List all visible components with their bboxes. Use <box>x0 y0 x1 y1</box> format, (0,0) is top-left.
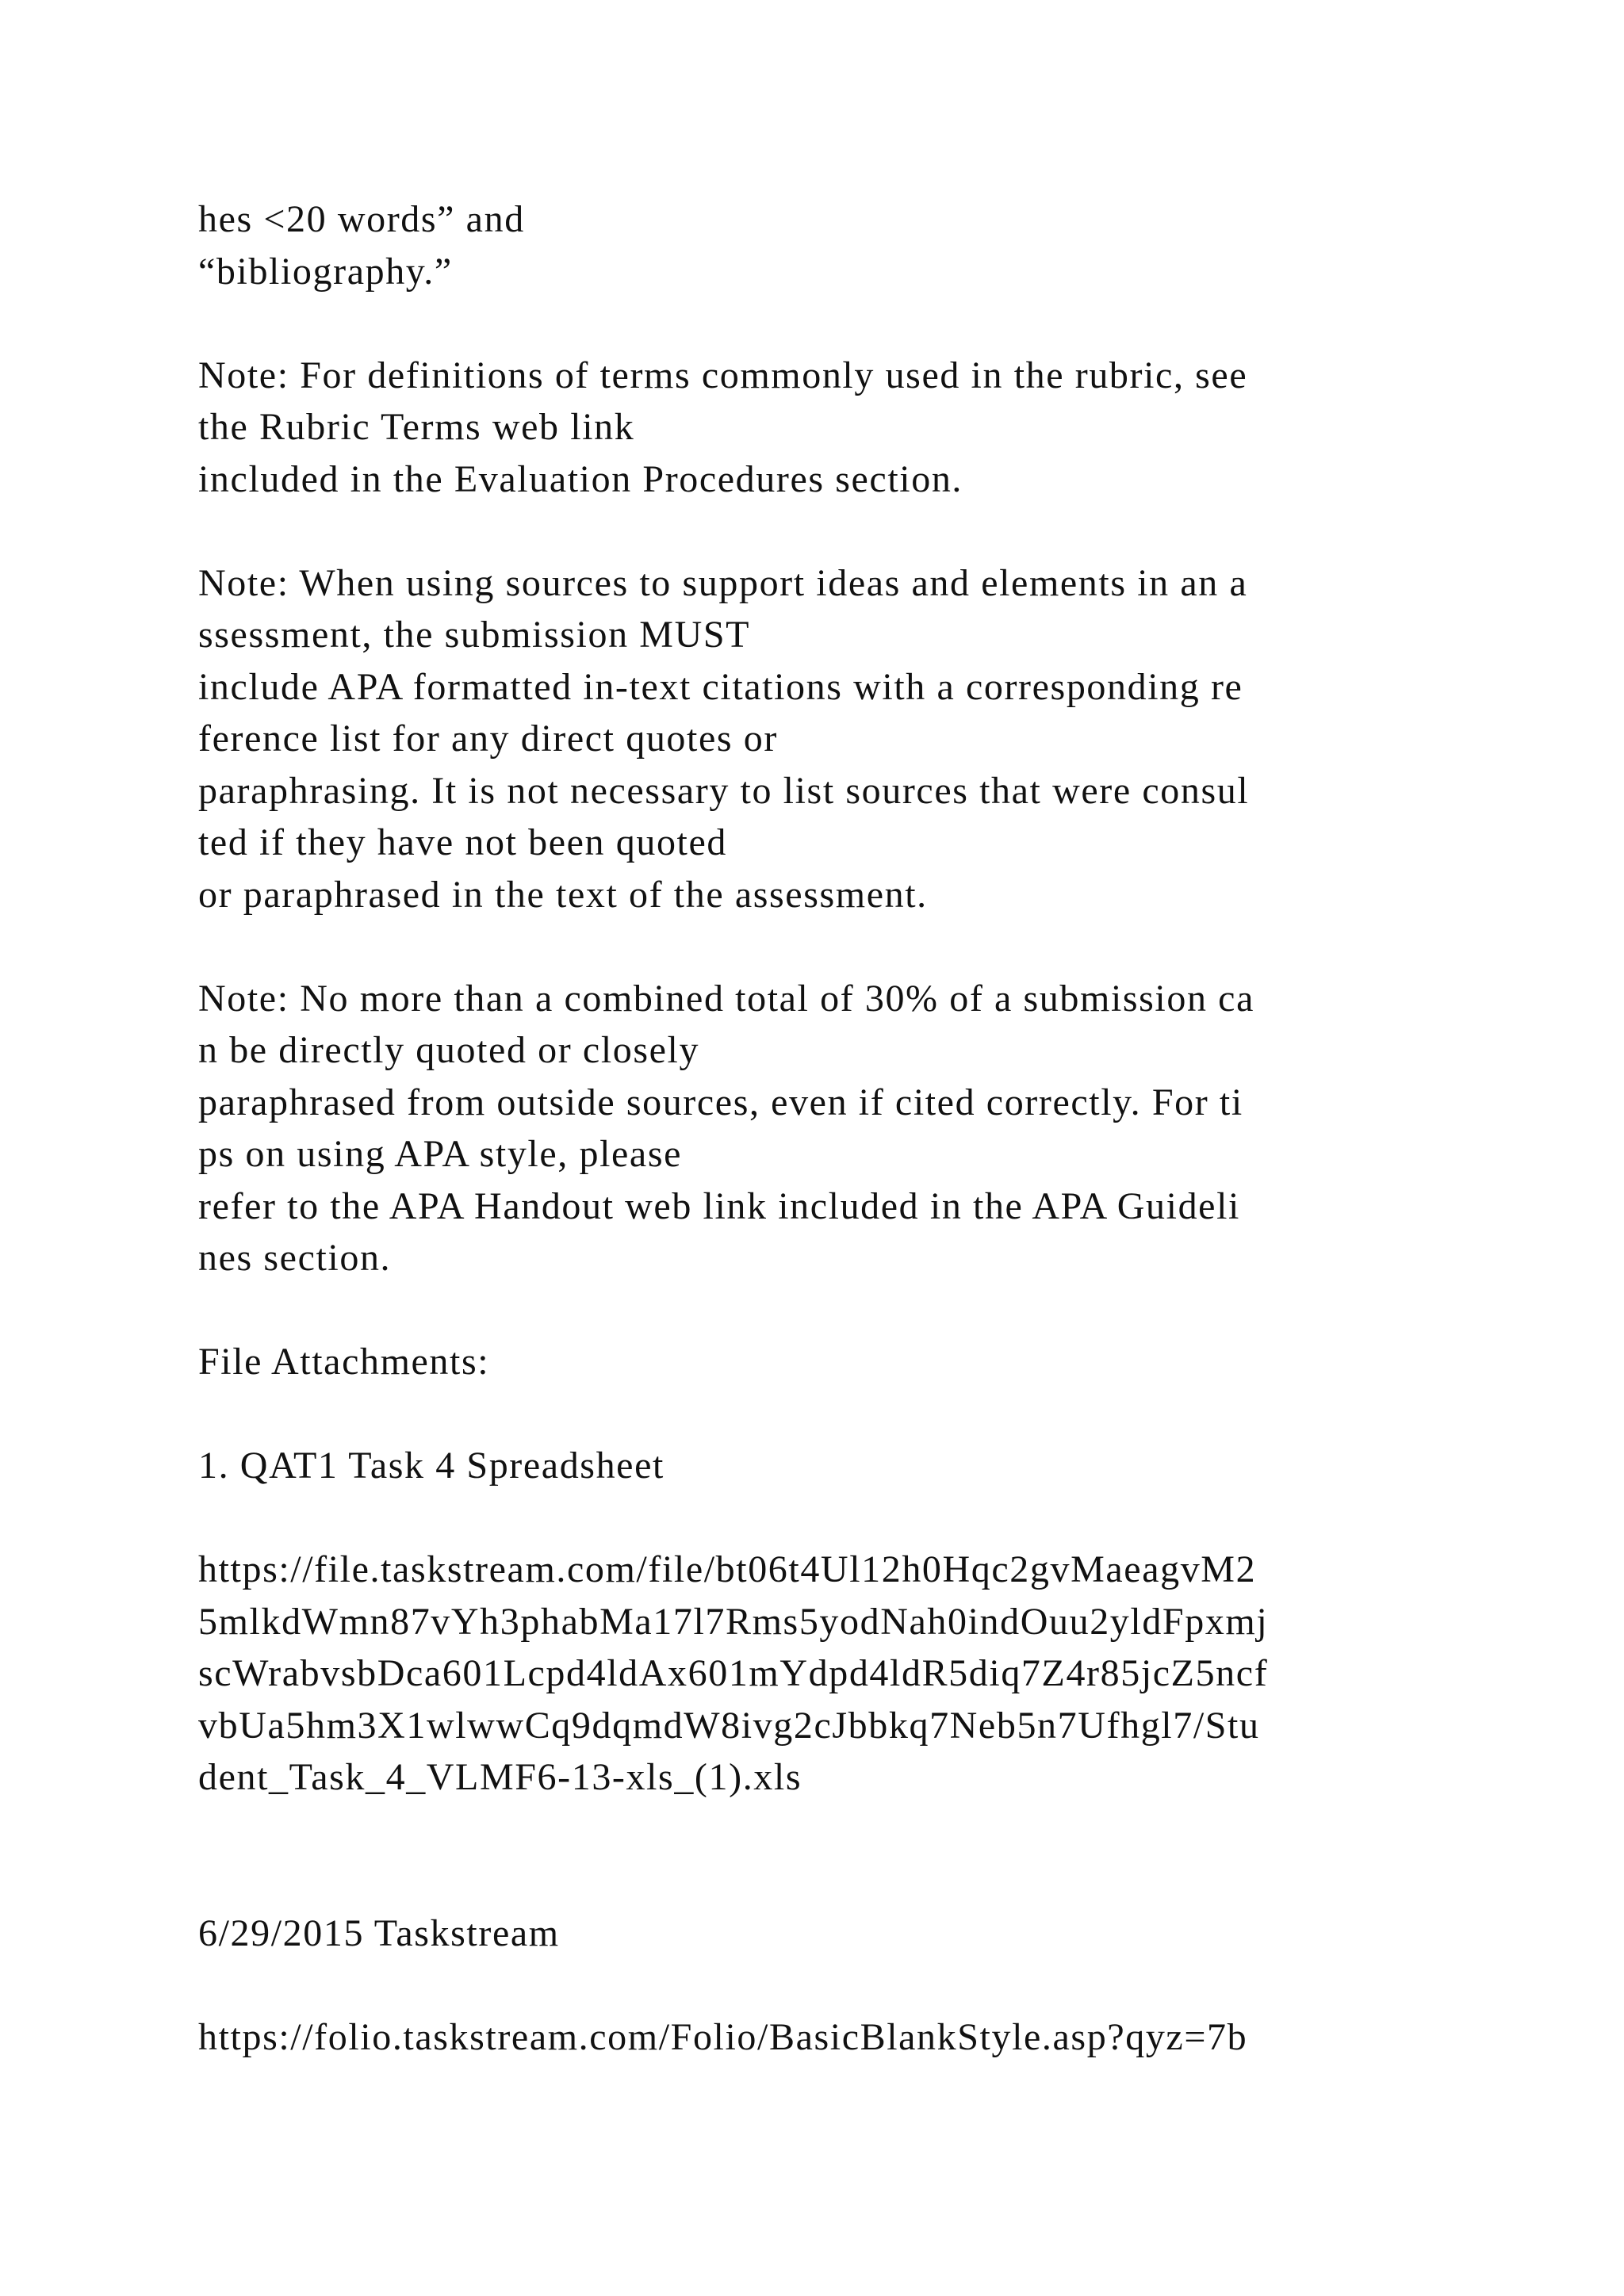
blank-line <box>198 1388 1435 1441</box>
blank-line <box>198 920 1435 973</box>
text-line: Note: No more than a combined total of 30% of a submission ca <box>198 977 1254 1020</box>
text-line: ference list for any direct quotes or <box>198 718 778 760</box>
attachment-item: 1. QAT1 Task 4 Spreadsheet <box>198 1445 665 1487</box>
text-line: Note: For definitions of terms commonly used in the rubric, see <box>198 354 1248 396</box>
blank-line <box>198 1855 1435 1908</box>
blank-line <box>198 1959 1435 2011</box>
document-page <box>198 193 1435 2063</box>
attachment-url-line: dent_Task_4_VLMF6-13-xls_(1).xls <box>198 1756 802 1798</box>
text-line: nes section. <box>198 1237 392 1279</box>
page-footer-date: 6/29/2015 Taskstream <box>198 1911 560 1954</box>
text-line: “bibliography.” <box>198 250 453 293</box>
text-line: the Rubric Terms web link <box>198 406 635 448</box>
text-line: refer to the APA Handout web link included in the APA Guideli <box>198 1184 1240 1227</box>
text-line: ps on using APA style, please <box>198 1133 683 1175</box>
blank-line <box>198 1284 1435 1337</box>
attachment-url-line: https://file.taskstream.com/file/bt06t4Ul12h0Hqc2gvMaeagvM2 <box>198 1548 1257 1590</box>
text-line: ted if they have not been quoted <box>198 821 727 863</box>
attachment-url-line: vbUa5hm3X1wlwwCq9dqmdW8ivg2cJbbkq7Neb5n7Ufhgl7/Stu <box>198 1704 1260 1747</box>
text-line: paraphrasing. It is not necessary to list sources that were consul <box>198 769 1250 812</box>
blank-line <box>198 505 1435 557</box>
page-footer-url: https://folio.taskstream.com/Folio/BasicBlankStyle.asp?qyz=7b <box>198 2015 1248 2058</box>
text-line: paraphrased from outside sources, even if cited correctly. For ti <box>198 1081 1243 1123</box>
text-line: n be directly quoted or closely <box>198 1029 700 1071</box>
attachment-url-line: scWrabvsbDca601Lcpd4ldAx601mYdpd4ldR5diq7Z4r85jcZ5ncf <box>198 1652 1269 1694</box>
blank-line <box>198 1804 1435 1856</box>
text-line: included in the Evaluation Procedures section. <box>198 457 963 500</box>
text-line: ssessment, the submission MUST <box>198 614 751 656</box>
section-heading: File Attachments: <box>198 1341 490 1383</box>
text-line: or paraphrased in the text of the assessment. <box>198 873 928 916</box>
text-line: include APA formatted in-text citations with a corresponding re <box>198 665 1243 708</box>
attachment-url-line: 5mlkdWmn87vYh3phabMa17l7Rms5yodNah0indOuu2yldFpxmj <box>198 1600 1269 1643</box>
text-line: Note: When using sources to support ideas and elements in an a <box>198 561 1248 604</box>
blank-line <box>198 297 1435 350</box>
blank-line <box>198 1492 1435 1544</box>
text-line: hes <20 words” and <box>198 198 525 240</box>
